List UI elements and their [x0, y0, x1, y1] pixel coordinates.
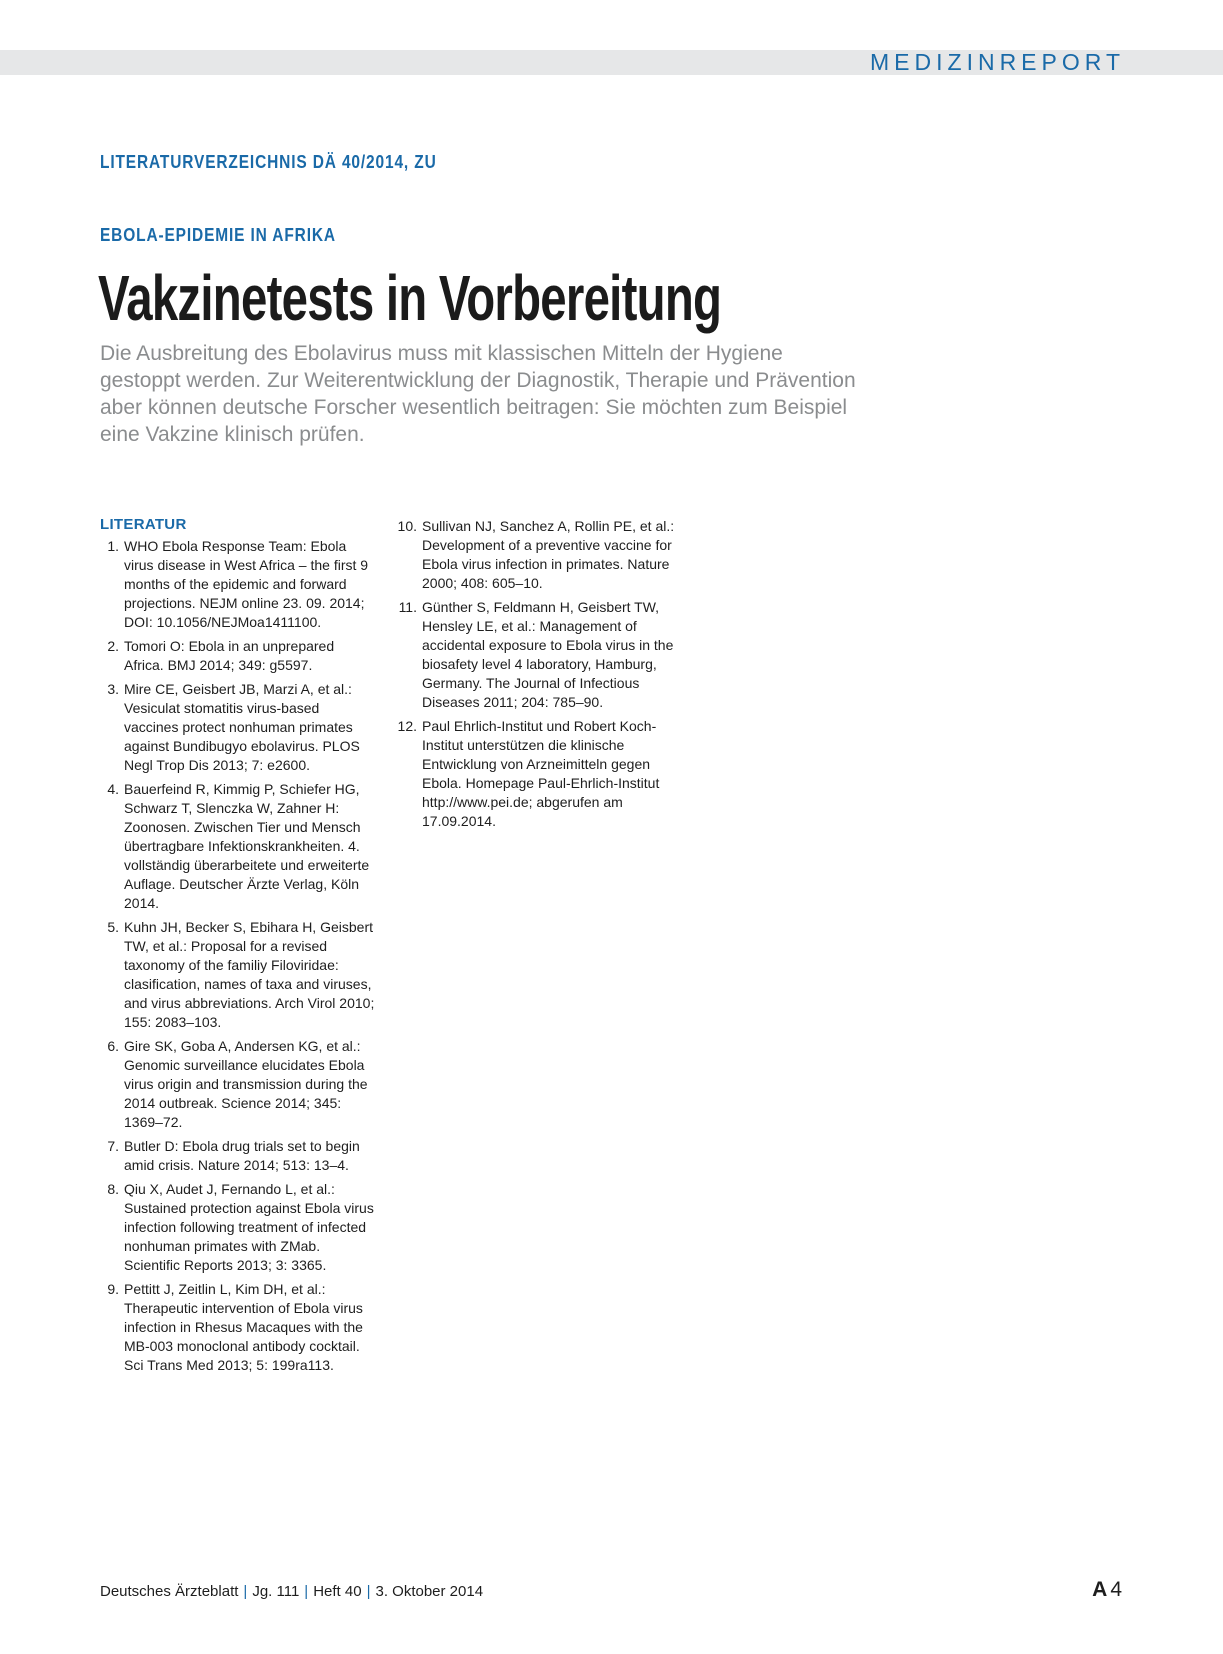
reference-number: 8. [107, 1181, 119, 1197]
reference-number: 5. [107, 919, 119, 935]
references-column-left [100, 515, 375, 1380]
reference-item [100, 637, 375, 675]
reference-text: Butler D: Ebola drug trials set to begin amid crisis. Nature 2014; 513: 13–4. [124, 1138, 360, 1173]
footer-separator: | [304, 1583, 309, 1600]
reference-text: Günther S, Feldmann H, Geisbert TW, Hensley LE, et al.: Management of accidental exposure to Ebola virus in the biosafety level 4 laboratory, Hamburg, Germany. The Journal of Infectious Diseases 2011; 204: 785–90. [422, 599, 674, 710]
reference-text: Qiu X, Audet J, Fernando L, et al.: Sustained protection against Ebola virus infection following treatment of infected nonhuman primates with ZMab. Scientific Reports 2013; 3: 3365. [124, 1181, 374, 1273]
section-label: MEDIZINREPORT [870, 49, 1125, 75]
reference-text: Paul Ehrlich-Institut und Robert Koch-Institut unterstützen die klinische Entwicklung von Arzneimitteln gegen Ebola. Homepage Paul-Ehrlich-Institut http://www.pei.de; abgerufen am 17.09.2014. [422, 718, 660, 829]
reference-item [100, 918, 375, 1032]
reference-item [100, 1180, 375, 1275]
page-digit: 4 [1110, 1578, 1122, 1601]
reference-text: Bauerfeind R, Kimmig P, Schiefer HG, Schwarz T, Slenczka W, Zahner H: Zoonosen. Zwischen Tier und Mensch übertragbare Infektionskrankheiten. 4. vollständig überarbeitete und erweiterte Auflage. Deutscher Ärzte Verlag, Köln 2014. [124, 781, 370, 911]
article-kicker: EBOLA-EPIDEMIE IN AFRIKA [100, 225, 336, 245]
reference-item [100, 1137, 375, 1175]
literature-heading: LITERATUR [100, 516, 187, 533]
reference-item [397, 517, 687, 593]
volume: Jg. 111 [252, 1583, 300, 1600]
page-number [1092, 1578, 1122, 1602]
page-letter: A [1092, 1578, 1108, 1601]
issue: Heft 40 [313, 1583, 362, 1600]
reference-text: Gire SK, Goba A, Andersen KG, et al.: Genomic surveillance elucidates Ebola virus origin and transmission during the 2014 outbreak. Science 2014; 345: 1369–72. [124, 1038, 368, 1130]
reference-number: 3. [107, 681, 119, 697]
reference-item [100, 780, 375, 913]
reference-number: 2. [107, 638, 119, 654]
article-lead: Die Ausbreitung des Ebolavirus muss mit klassischen Mitteln der Hygiene gestoppt werden. Zur Weiterentwicklung der Diagnostik, Therapie und Prävention aber können deutsche Forscher wesentlich beitragen: Sie möchten zum Beispiel eine Vakzine klinisch prüfen. [100, 342, 856, 446]
reference-item [100, 680, 375, 775]
reference-item [100, 1037, 375, 1132]
reference-text: WHO Ebola Response Team: Ebola virus disease in West Africa – the first 9 months of the epidemic and forward projections. NEJM online 23. 09. 2014; DOI: 10.1056/NEJMoa1411100. [124, 538, 369, 630]
reference-number: 10. [397, 518, 417, 534]
reference-item [100, 537, 375, 632]
reference-number: 12. [397, 718, 417, 734]
reference-number: 1. [107, 538, 119, 554]
reference-text: Pettitt J, Zeitlin L, Kim DH, et al.: Therapeutic intervention of Ebola virus infection in Rhesus Macaques with the MB-003 monoclonal antibody cocktail. Sci Trans Med 2013; 5: 199ra113. [124, 1281, 363, 1373]
reference-text: Tomori O: Ebola in an unprepared Africa. BMJ 2014; 349: g5597. [124, 638, 335, 673]
literature-reference-kicker: LITERATURVERZEICHNIS DÄ 40/2014, ZU [100, 152, 437, 172]
footer-separator: | [366, 1583, 371, 1600]
reference-text: Sullivan NJ, Sanchez A, Rollin PE, et al.: Development of a preventive vaccine for Ebola virus infection in primates. Nature 2000; 408: 605–10. [422, 518, 675, 591]
reference-text: Mire CE, Geisbert JB, Marzi A, et al.: Vesiculat stomatitis virus-based vaccines protect nonhuman primates against Bundibugyo ebolavirus. PLOS Negl Trop Dis 2013; 7: e2600. [124, 681, 360, 773]
reference-number: 6. [107, 1038, 119, 1054]
reference-number: 11. [398, 599, 417, 615]
footer-separator: | [243, 1583, 248, 1600]
reference-number: 9. [107, 1281, 119, 1297]
reference-text: Kuhn JH, Becker S, Ebihara H, Geisbert TW, et al.: Proposal for a revised taxonomy of the familiy Filoviridae: clasification, names of taxa and viruses, and virus abbreviations. Arch Virol 2010; 155: 2083–103. [124, 919, 375, 1030]
reference-item [397, 717, 687, 831]
reference-number: 7. [107, 1138, 119, 1154]
issue-date: 3. Oktober 2014 [375, 1583, 484, 1600]
journal-name: Deutsches Ärzteblatt [100, 1583, 239, 1600]
article-title: Vakzinetests in Vorbereitung [98, 262, 722, 334]
reference-number: 4. [107, 781, 119, 797]
references-column-right [397, 517, 687, 836]
footer-citation [100, 1583, 483, 1600]
reference-item [397, 598, 687, 712]
reference-item [100, 1280, 375, 1375]
